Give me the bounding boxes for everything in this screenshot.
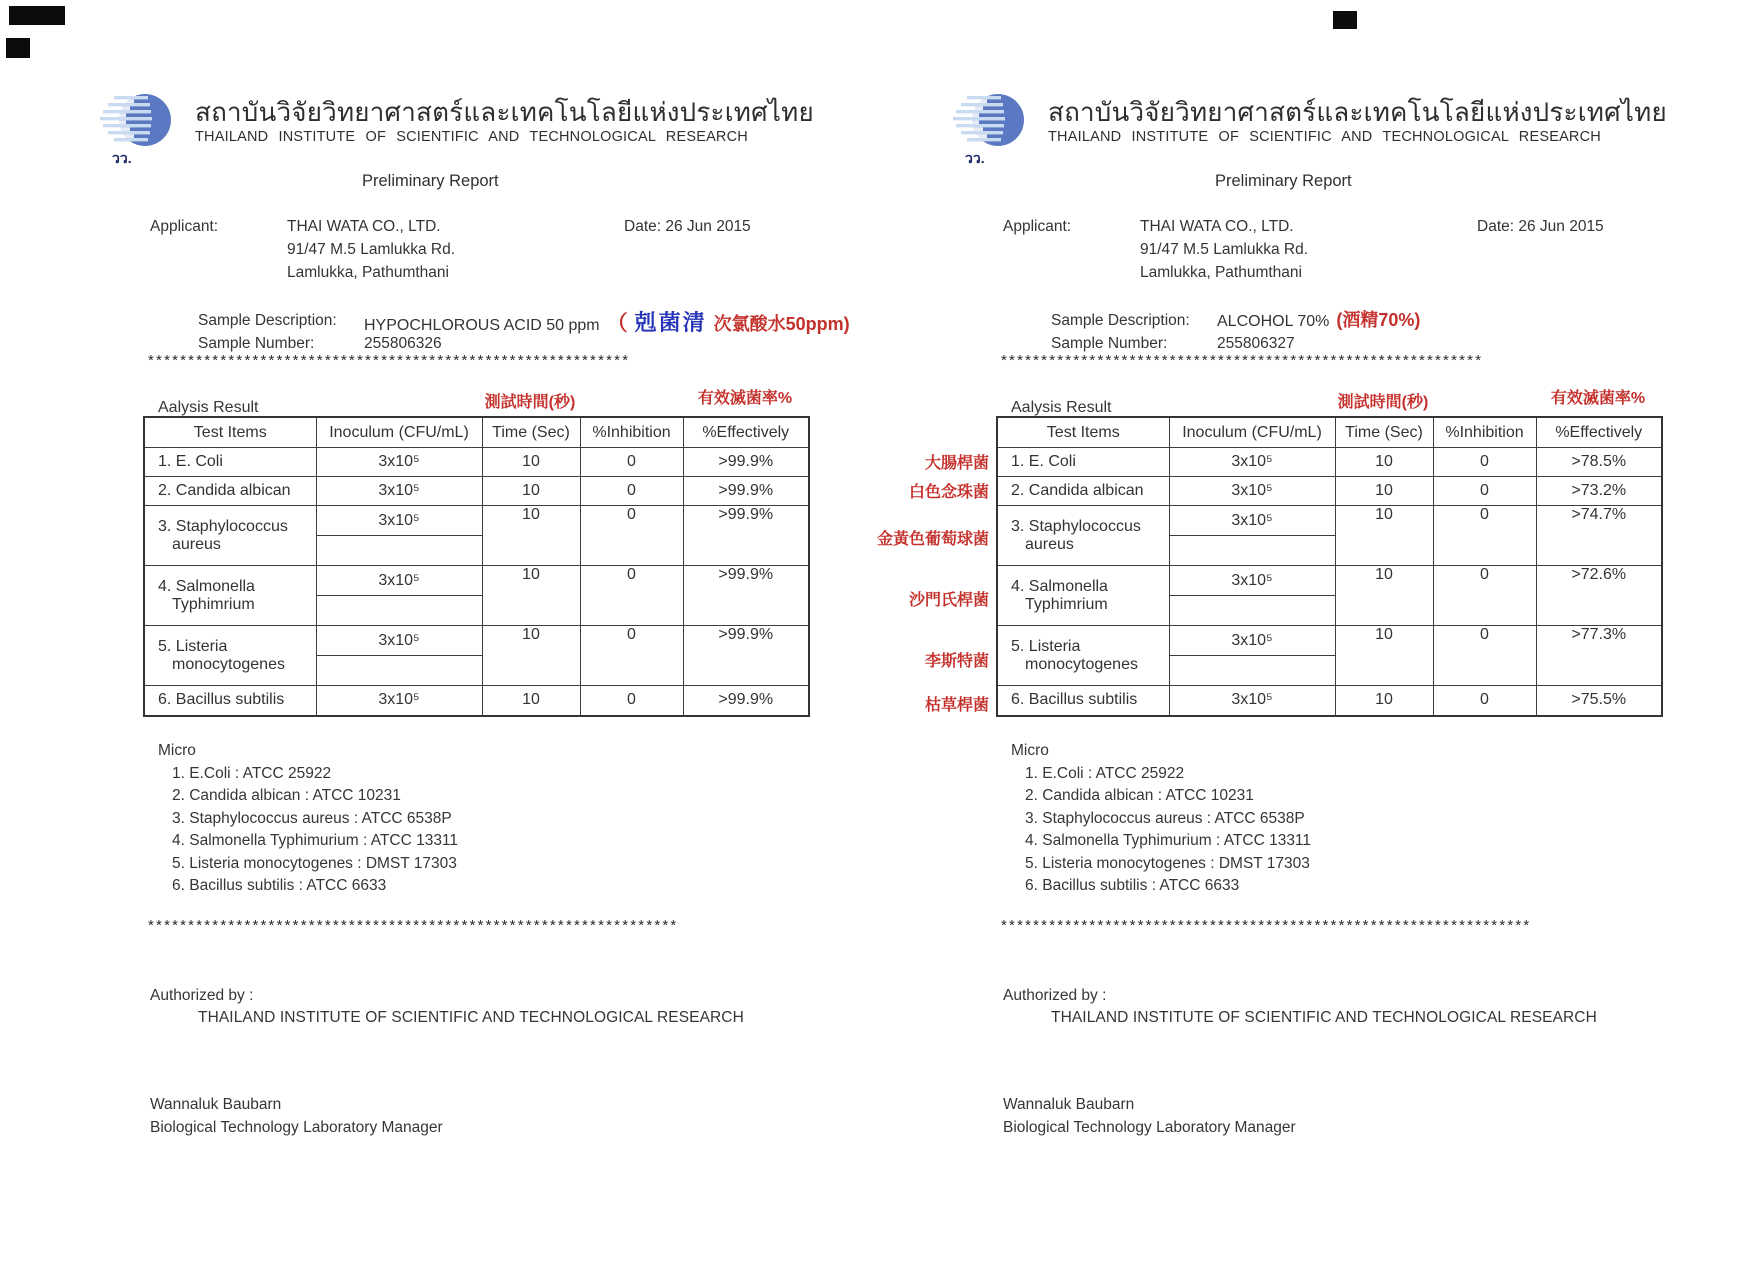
sample-description-line — [1217, 306, 1420, 332]
test-item: 1. E. Coli — [1011, 453, 1076, 470]
org-title-en: THAILAND INSTITUTE OF SCIENTIFIC AND TECHNOLOGICAL RESEARCH — [195, 129, 748, 145]
inhibition-value: 0 — [580, 477, 683, 506]
empty-cell — [1169, 656, 1335, 686]
time-value: 10 — [1335, 448, 1433, 477]
inoculum-value: 3x10⁵ — [1169, 686, 1335, 716]
table-row — [144, 506, 809, 536]
test-item: 4. Salmonella — [158, 577, 255, 595]
inhibition-value: 0 — [580, 566, 683, 626]
report-date: Date: 26 Jun 2015 — [624, 218, 751, 235]
separator-stars-bottom: ****************************************************************** — [148, 917, 679, 934]
authorized-org: THAILAND INSTITUTE OF SCIENTIFIC AND TECHNOLOGICAL RESEARCH — [198, 1009, 744, 1026]
authorized-by-label: Authorized by : — [1003, 987, 1107, 1004]
applicant-label: Applicant: — [1003, 218, 1072, 235]
empty-cell — [316, 596, 482, 626]
analysis-result-label: Aalysis Result — [158, 399, 259, 416]
table-row — [997, 477, 1662, 506]
sample-description-value: HYPOCHLOROUS ACID 50 ppm — [364, 317, 600, 334]
effectively-value: >99.9% — [683, 448, 809, 477]
test-item: 2. Candida albican — [1011, 482, 1144, 499]
table-row — [997, 626, 1662, 656]
test-item-line2: aureus — [1025, 535, 1074, 553]
table-row — [997, 686, 1662, 716]
bacteria-label-cn: 枯草桿菌 — [924, 697, 989, 714]
time-value: 10 — [482, 448, 580, 477]
inoculum-value: 3x10⁵ — [316, 686, 482, 716]
applicant-address-line1: 91/47 M.5 Lamlukka Rd. — [287, 241, 456, 258]
sample-description-value: ALCOHOL 70% — [1217, 313, 1330, 330]
sample-number-value: 255806327 — [1217, 335, 1295, 352]
separator-stars-bottom: ****************************************************************** — [1001, 917, 1532, 934]
applicant-address-line2: Lamlukka, Pathumthani — [287, 264, 449, 281]
signer-name: Wannaluk Baubarn — [1003, 1096, 1135, 1113]
inoculum-value: 3x10⁵ — [316, 506, 482, 536]
bacteria-label-cn: 白色念珠菌 — [908, 484, 989, 501]
test-item-line2: monocytogenes — [1025, 655, 1138, 673]
table-row — [144, 477, 809, 506]
col-header-effectively: %Effectively — [683, 417, 809, 448]
col-header-inoculum: Inoculum (CFU/mL) — [316, 417, 482, 448]
sample-number-value: 255806326 — [364, 335, 442, 352]
effectively-value: >99.9% — [683, 477, 809, 506]
inoculum-value: 3x10⁵ — [1169, 506, 1335, 536]
bacteria-label-cn: 沙門氏桿菌 — [908, 592, 989, 609]
sample-annotation-red: 次氯酸水50ppm) — [713, 314, 850, 334]
signer-name: Wannaluk Baubarn — [150, 1096, 282, 1113]
inoculum-value: 3x10⁵ — [316, 626, 482, 656]
report-title: Preliminary Report — [1215, 172, 1352, 190]
test-item: 3. Staphylococcus — [1011, 517, 1141, 535]
bacteria-label-cn: 大腸桿菌 — [924, 455, 989, 472]
applicant-label: Applicant: — [150, 218, 219, 235]
micro-item: 5. Listeria monocytogenes : DMST 17303 — [172, 855, 457, 872]
inoculum-value: 3x10⁵ — [316, 477, 482, 506]
logo-caption: วว. — [965, 150, 985, 166]
inhibition-value: 0 — [1433, 506, 1536, 566]
inhibition-value: 0 — [580, 448, 683, 477]
test-item: 1. E. Coli — [158, 453, 223, 470]
test-item-line2: aureus — [172, 535, 221, 553]
effectively-value: >99.9% — [683, 686, 809, 716]
effectively-value: >78.5% — [1536, 448, 1662, 477]
effectively-value: >73.2% — [1536, 477, 1662, 506]
col-header-inhibition: %Inhibition — [580, 417, 683, 448]
micro-item: 1. E.Coli : ATCC 25922 — [172, 765, 332, 782]
empty-cell — [316, 656, 482, 686]
signer-title: Biological Technology Laboratory Manager — [150, 1119, 443, 1136]
effectively-value: >99.9% — [683, 626, 809, 686]
applicant-name: THAI WATA CO., LTD. — [287, 218, 441, 235]
inhibition-value: 0 — [1433, 626, 1536, 686]
inoculum-value: 3x10⁵ — [1169, 626, 1335, 656]
micro-item: 5. Listeria monocytogenes : DMST 17303 — [1025, 855, 1310, 872]
logo-caption: วว. — [112, 150, 132, 166]
time-value: 10 — [482, 626, 580, 686]
test-item: 2. Candida albican — [158, 482, 291, 499]
applicant-address-line1: 91/47 M.5 Lamlukka Rd. — [1140, 241, 1309, 258]
col-header-effectively: %Effectively — [1536, 417, 1662, 448]
test-item: 4. Salmonella — [1011, 577, 1108, 595]
time-header-cn: 測試時間(秒) — [1337, 394, 1429, 411]
sample-annotation-red: (酒精70%) — [1336, 310, 1421, 330]
micro-item: 4. Salmonella Typhimurium : ATCC 13311 — [172, 832, 459, 849]
inhibition-value: 0 — [580, 686, 683, 716]
report-title: Preliminary Report — [362, 172, 499, 190]
time-value: 10 — [482, 506, 580, 566]
sample-number-label: Sample Number: — [198, 335, 315, 352]
effectively-value: >75.5% — [1536, 686, 1662, 716]
table-row — [997, 566, 1662, 596]
micro-item: 3. Staphylococcus aureus : ATCC 6538P — [172, 810, 452, 827]
signer-title: Biological Technology Laboratory Manager — [1003, 1119, 1296, 1136]
empty-cell — [1169, 596, 1335, 626]
applicant-name: THAI WATA CO., LTD. — [1140, 218, 1294, 235]
col-header-test-items: Test Items — [144, 417, 316, 448]
sample-annotation-paren: （ — [606, 312, 628, 335]
bacteria-label-cn: 金黃色葡萄球菌 — [876, 531, 989, 548]
effectiveness-header-cn: 有效滅菌率% — [697, 390, 793, 407]
micro-title: Micro — [1011, 742, 1049, 759]
inoculum-value: 3x10⁵ — [1169, 448, 1335, 477]
org-title-thai: สถาบันวิจัยวิทยาศาสตร์และเทคโนโลยีแห่งประเทศไทย — [1048, 97, 1667, 127]
separator-stars-top: ************************************************************ — [148, 352, 631, 369]
inhibition-value: 0 — [1433, 448, 1536, 477]
col-header-inhibition: %Inhibition — [1433, 417, 1536, 448]
inoculum-value: 3x10⁵ — [1169, 566, 1335, 596]
test-item-line2: monocytogenes — [172, 655, 285, 673]
sample-number-label: Sample Number: — [1051, 335, 1168, 352]
col-header-time: Time (Sec) — [482, 417, 580, 448]
time-value: 10 — [482, 686, 580, 716]
micro-item: 1. E.Coli : ATCC 25922 — [1025, 765, 1185, 782]
col-header-inoculum: Inoculum (CFU/mL) — [1169, 417, 1335, 448]
micro-item: 3. Staphylococcus aureus : ATCC 6538P — [1025, 810, 1305, 827]
test-item: 5. Listeria — [158, 637, 228, 655]
table-row — [144, 686, 809, 716]
table-row — [997, 448, 1662, 477]
time-value: 10 — [482, 477, 580, 506]
report-right — [853, 0, 1713, 1268]
time-value: 10 — [1335, 477, 1433, 506]
empty-cell — [316, 536, 482, 566]
table-header-row — [144, 417, 809, 448]
effectively-value: >99.9% — [683, 566, 809, 626]
report-left — [0, 0, 860, 1268]
table-row — [997, 506, 1662, 536]
separator-stars-top: ************************************************************ — [1001, 352, 1484, 369]
sample-description-line — [364, 306, 850, 337]
sample-description-label: Sample Description: — [1051, 312, 1190, 329]
bacteria-label-cn: 李斯特菌 — [924, 653, 989, 670]
tistr-logo — [100, 92, 172, 150]
tistr-logo — [953, 92, 1025, 150]
authorized-by-label: Authorized by : — [150, 987, 254, 1004]
col-header-time: Time (Sec) — [1335, 417, 1433, 448]
inoculum-value: 3x10⁵ — [316, 566, 482, 596]
inhibition-value: 0 — [580, 626, 683, 686]
table-header-row — [997, 417, 1662, 448]
micro-title: Micro — [158, 742, 196, 759]
table-row — [144, 566, 809, 596]
effectively-value: >99.9% — [683, 506, 809, 566]
inoculum-value: 3x10⁵ — [1169, 477, 1335, 506]
results-table — [996, 416, 1663, 717]
sample-description-label: Sample Description: — [198, 312, 337, 329]
inhibition-value: 0 — [1433, 477, 1536, 506]
test-item-line2: Typhimrium — [172, 595, 255, 613]
time-value: 10 — [482, 566, 580, 626]
table-row — [144, 448, 809, 477]
inhibition-value: 0 — [1433, 686, 1536, 716]
empty-cell — [1169, 536, 1335, 566]
test-item: 3. Staphylococcus — [158, 517, 288, 535]
effectiveness-header-cn: 有效滅菌率% — [1550, 390, 1646, 407]
test-item: 6. Bacillus subtilis — [1011, 691, 1138, 709]
sample-annotation-blue: 剋菌清 — [634, 310, 707, 335]
results-table — [143, 416, 810, 717]
time-value: 10 — [1335, 566, 1433, 626]
micro-item: 6. Bacillus subtilis : ATCC 6633 — [172, 877, 387, 894]
test-item: 6. Bacillus subtilis — [158, 691, 285, 709]
micro-item: 4. Salmonella Typhimurium : ATCC 13311 — [1025, 832, 1312, 849]
micro-item: 2. Candida albican : ATCC 10231 — [172, 787, 401, 804]
effectively-value: >72.6% — [1536, 566, 1662, 626]
col-header-test-items: Test Items — [997, 417, 1169, 448]
applicant-address-line2: Lamlukka, Pathumthani — [1140, 264, 1302, 281]
inhibition-value: 0 — [580, 506, 683, 566]
inhibition-value: 0 — [1433, 566, 1536, 626]
effectively-value: >74.7% — [1536, 506, 1662, 566]
authorized-org: THAILAND INSTITUTE OF SCIENTIFIC AND TECHNOLOGICAL RESEARCH — [1051, 1009, 1597, 1026]
time-value: 10 — [1335, 506, 1433, 566]
analysis-result-label: Aalysis Result — [1011, 399, 1112, 416]
report-date: Date: 26 Jun 2015 — [1477, 218, 1604, 235]
micro-item: 2. Candida albican : ATCC 10231 — [1025, 787, 1254, 804]
test-item-line2: Typhimrium — [1025, 595, 1108, 613]
effectively-value: >77.3% — [1536, 626, 1662, 686]
org-title-en: THAILAND INSTITUTE OF SCIENTIFIC AND TECHNOLOGICAL RESEARCH — [1048, 129, 1601, 145]
time-header-cn: 測試時間(秒) — [484, 394, 576, 411]
org-title-thai: สถาบันวิจัยวิทยาศาสตร์และเทคโนโลยีแห่งประเทศไทย — [195, 97, 814, 127]
test-item: 5. Listeria — [1011, 637, 1081, 655]
inoculum-value: 3x10⁵ — [316, 448, 482, 477]
time-value: 10 — [1335, 626, 1433, 686]
time-value: 10 — [1335, 686, 1433, 716]
table-row — [144, 626, 809, 656]
micro-item: 6. Bacillus subtilis : ATCC 6633 — [1025, 877, 1240, 894]
